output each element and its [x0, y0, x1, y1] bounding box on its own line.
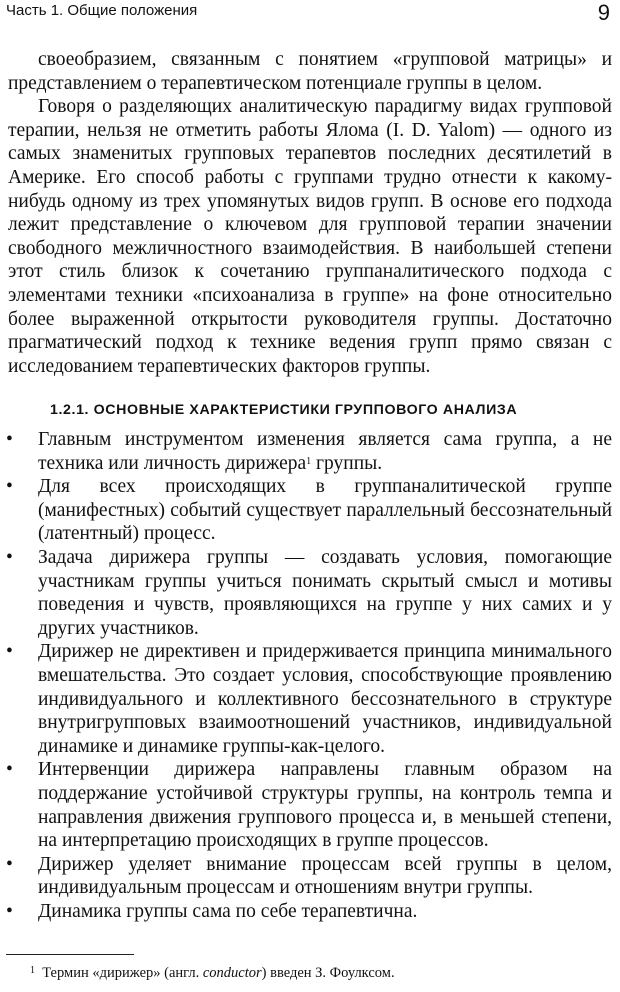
paragraph: своеобразием, связанным с понятием «групповой матрицы» и представлением о терапевтическом потенциале группы в целом.	[8, 49, 612, 94]
footnote-ref: 1	[306, 455, 312, 467]
list-item: • Для всех происходящих в группаналитической группе (манифестных) событий существует параллельный бессознательный (латентный) процесс.	[0, 475, 612, 546]
section-heading: 1.2.1. ОСНОВНЫЕ ХАРАКТЕРИСТИКИ ГРУППОВОГО АНАЛИЗА	[50, 402, 518, 418]
running-head: Часть 1. Общие положения	[6, 2, 198, 19]
list-item: • Дирижер не директивен и придерживается принципа минимального вмешательства. Это создает условия, способствующие проявлению индивидуального и коллективного бессознательного в структуре внутригрупповых взаимоотношений участников, индивидуальной динамике и динамике группы-как-целого.	[0, 640, 612, 758]
footnote-marker: 1	[30, 965, 35, 976]
list-item: • Главным инструментом изменения является сама группа, а не техника или личность дирижера$^1$ группы.	[0, 428, 612, 475]
paragraph: Говоря о разделяющих аналитическую парадигму видах групповой терапии, нельзя не отметить работы Ялома (I. D. Yalom) — одного из самых знаменитых групповых терапевтов последних десятилетий в Америке. Его способ работы с группами трудно отнести к какому-нибудь одному из трех упомянутых видов групп. В основе его подхода лежит представление о ключевом для групповой терапии значении свободного межличностного взаимодействия. В наибольшей степени этот стиль близок к сочетанию группаналитического подхода с элементами техники «психоанализа в группе» на фоне относительно более выраженной открытости руководителя группы. Достаточно прагматический подход к технике ведения групп прямо связан с исследованием терапевтических факторов группы.	[8, 96, 612, 377]
list-item: • Задача дирижера группы — создавать условия, помогающие участникам группы учиться понимать скрытый смысл и мотивы поведения и чувств, проявляющихся на группе у них самих и у других участников.	[0, 546, 612, 640]
footnote-divider	[6, 954, 134, 955]
bullet-list	[0, 428, 612, 923]
footnote: $^1$ Термин «дирижер» (англ. conductor) введен З. Фоулксом.	[30, 965, 395, 981]
list-item: • Дирижер уделяет внимание процессам всей группы в целом, индивидуальным процессам и отношениям внутри группы.	[0, 853, 612, 900]
page-number: 9	[597, 0, 610, 25]
body-text	[8, 48, 612, 378]
footnote-term: conductor	[202, 965, 262, 981]
list-item: • Динамика группы сама по себе терапевтична.	[0, 900, 612, 924]
list-item: • Интервенции дирижера направлены главным образом на поддержание устойчивой структуры группы, на контроль темпа и направления движения группового процесса и, в меньшей степени, на интерпретацию происходящих в группе процессов.	[0, 758, 612, 852]
